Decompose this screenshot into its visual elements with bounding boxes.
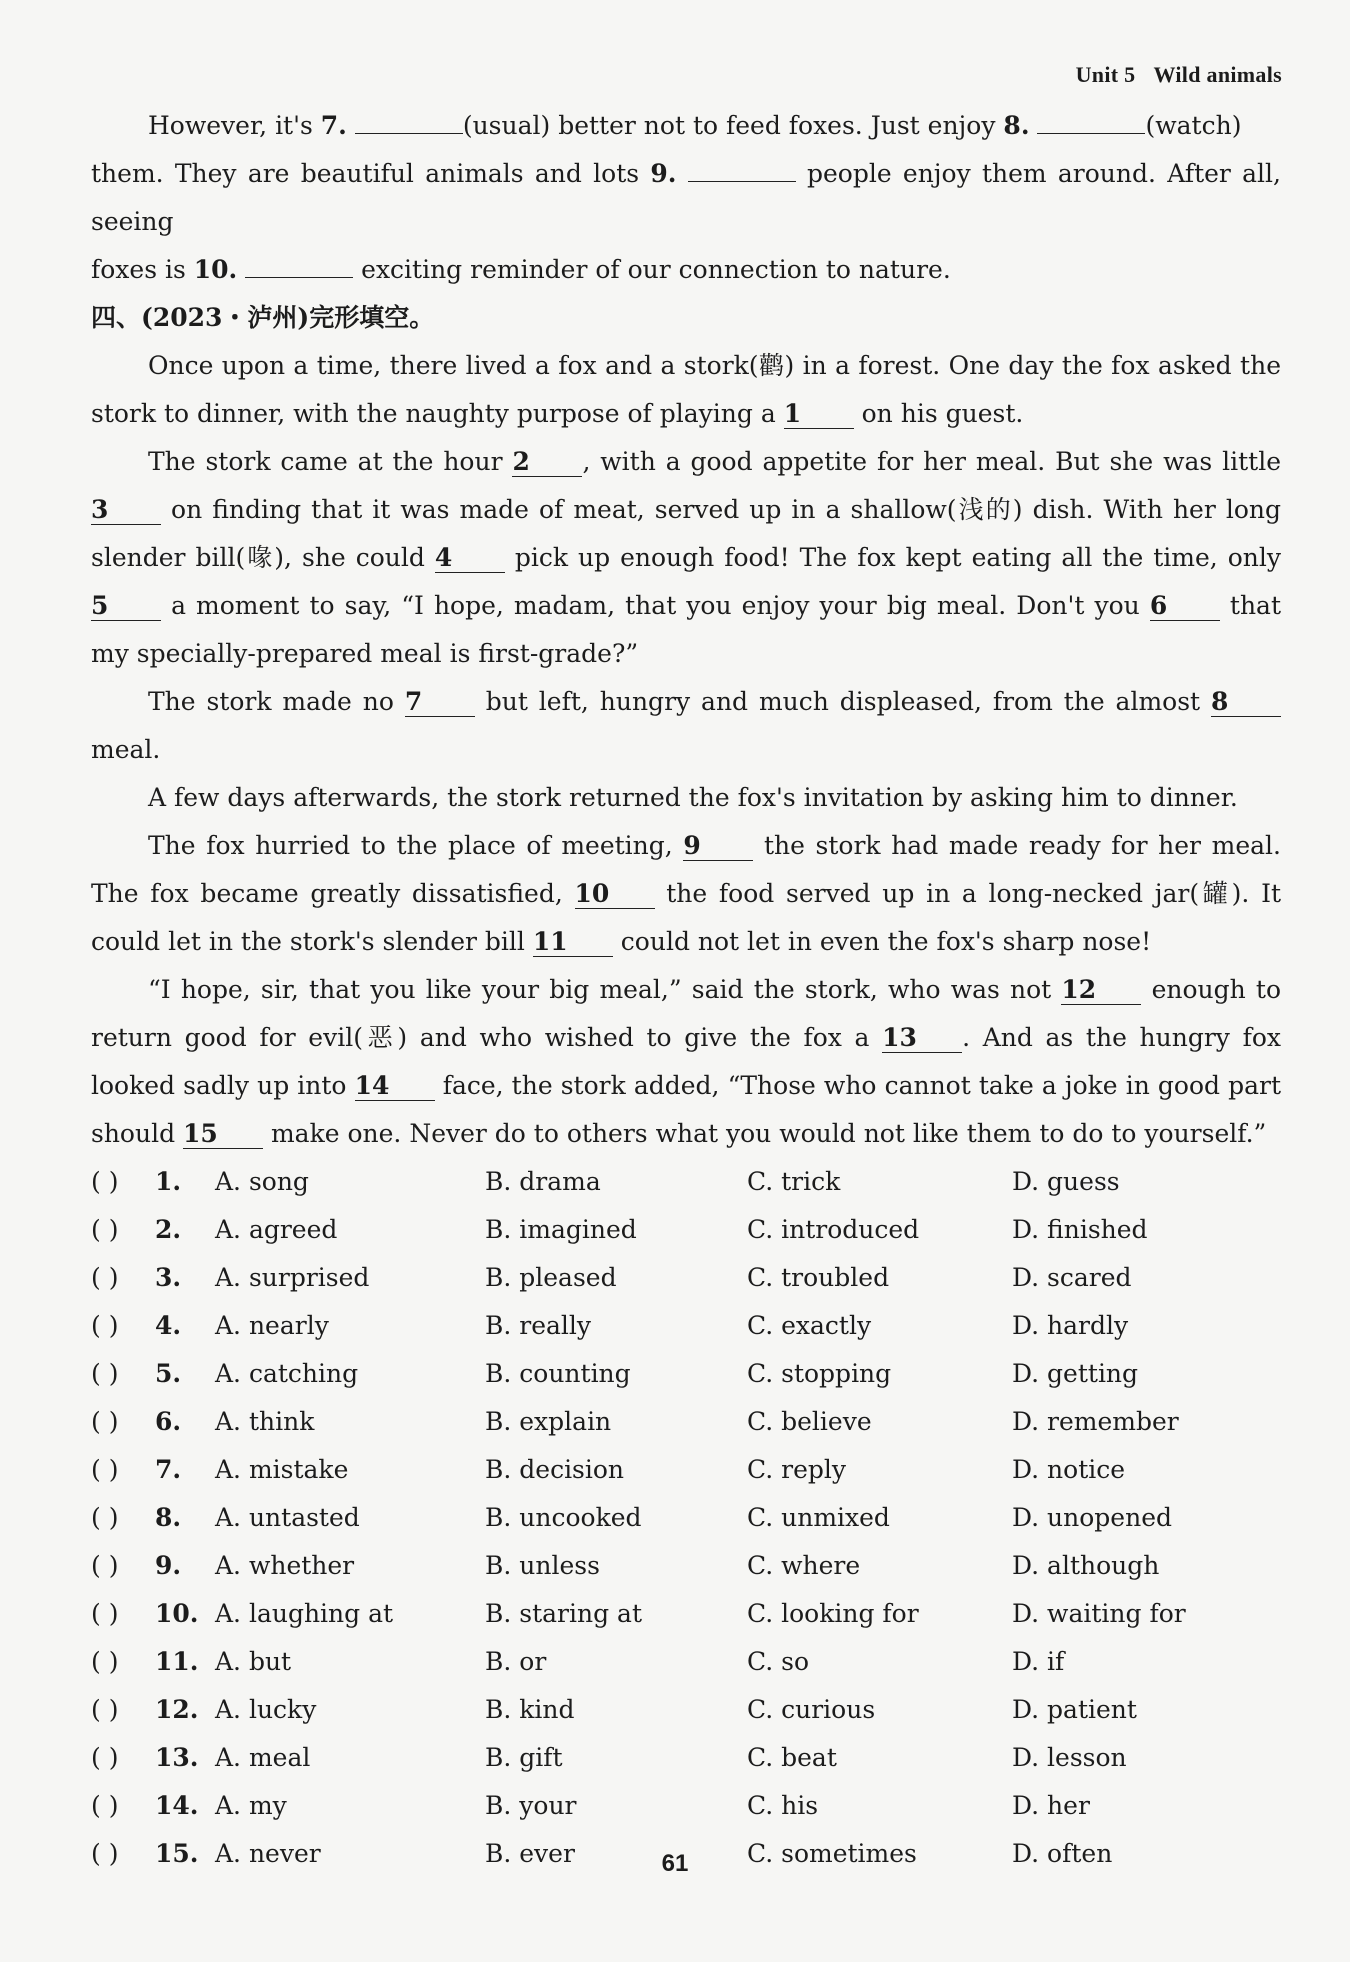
cloze-blank-13: 13 — [882, 1024, 962, 1053]
top-passage-line-3: foxes is 10. exciting reminder of our connection to nature. — [91, 246, 1281, 294]
answer-paren[interactable]: ( ) — [91, 1311, 119, 1340]
option-d[interactable]: D. often — [1012, 1839, 1113, 1868]
cloze-blank-10: 10 — [575, 880, 655, 909]
cloze-paragraph-6: “I hope, sir, that you like your big meal,” said the stork, who was not 12 enough to return good for evil(恶) and who wished to give the fox a 13 . And as the hungry fox looked sadly up into 14 face, the stork added, “Those who cannot take a joke in good part should 15 make one. Never do to others what you would not like them to do to yourself.” — [91, 975, 1281, 1148]
option-b[interactable]: B. pleased — [485, 1263, 617, 1292]
question-row: ( ) 1. A. song B. drama C. trick D. guess — [91, 1158, 1281, 1206]
option-a[interactable]: A. think — [215, 1407, 315, 1436]
option-d[interactable]: D. guess — [1012, 1167, 1120, 1196]
cloze-blank-14: 14 — [355, 1072, 435, 1101]
answer-blank-10[interactable] — [245, 249, 353, 278]
page-header — [1076, 62, 1282, 88]
option-b[interactable]: B. unless — [485, 1551, 600, 1580]
option-c[interactable]: C. beat — [747, 1743, 837, 1772]
answer-blank-8[interactable] — [1037, 105, 1145, 134]
option-b[interactable]: B. kind — [485, 1695, 575, 1724]
answer-paren[interactable]: ( ) — [91, 1359, 119, 1388]
option-c[interactable]: C. his — [747, 1791, 819, 1820]
option-a[interactable]: A. agreed — [215, 1215, 338, 1244]
option-c[interactable]: C. unmixed — [747, 1503, 890, 1532]
option-b[interactable]: B. decision — [485, 1455, 625, 1484]
option-a[interactable]: A. song — [215, 1167, 309, 1196]
cloze-paragraph-4: A few days afterwards, the stork returned the fox's invitation by asking him to dinner. — [148, 783, 1238, 812]
question-row: ( ) 11. A. but B. or C. so D. if — [91, 1638, 1281, 1686]
question-row: ( ) 6. A. think B. explain C. believe D. remember — [91, 1398, 1281, 1446]
question-row: ( ) 7. A. mistake B. decision C. reply D. notice — [91, 1446, 1281, 1494]
option-d[interactable]: D. hardly — [1012, 1311, 1129, 1340]
option-c[interactable]: C. where — [747, 1551, 861, 1580]
question-row: ( ) 14. A. my B. your C. his D. her — [91, 1782, 1281, 1830]
cloze-paragraph-1: Once upon a time, there lived a fox and a stork(鹳) in a forest. One day the fox asked the stork to dinner, with the naughty purpose of playing a 1 on his guest. — [91, 351, 1281, 428]
option-c[interactable]: C. believe — [747, 1407, 872, 1436]
question-row: ( ) 10. A. laughing at B. staring at C. looking for D. waiting for — [91, 1590, 1281, 1638]
option-a[interactable]: A. laughing at — [215, 1599, 394, 1628]
answer-blank-9[interactable] — [688, 153, 796, 182]
option-b[interactable]: B. drama — [485, 1167, 601, 1196]
answer-paren[interactable]: ( ) — [91, 1743, 119, 1772]
cloze-paragraph-5: The fox hurried to the place of meeting, 9 the stork had made ready for her meal. The fox became greatly dissatisfied, 10 the food served up in a long-necked jar(罐). It could let in the stork's slender bill 11 could not let in even the fox's sharp nose! — [91, 831, 1281, 956]
question-row: ( ) 2. A. agreed B. imagined C. introduced D. finished — [91, 1206, 1281, 1254]
option-d[interactable]: D. if — [1012, 1647, 1065, 1676]
answer-paren[interactable]: ( ) — [91, 1551, 119, 1580]
question-row: ( ) 15. A. never B. ever C. sometimes D. often — [91, 1830, 1281, 1878]
answer-paren[interactable]: ( ) — [91, 1647, 119, 1676]
question-row: ( ) 13. A. meal B. gift C. beat D. lesson — [91, 1734, 1281, 1782]
top-passage-line-2: them. They are beautiful animals and lots 9. people enjoy them around. After all, seeing — [91, 150, 1281, 246]
option-c[interactable]: C. trick — [747, 1167, 841, 1196]
option-a[interactable]: A. never — [215, 1839, 321, 1868]
option-a[interactable]: A. mistake — [215, 1455, 349, 1484]
option-b[interactable]: B. your — [485, 1791, 577, 1820]
cloze-blank-15: 15 — [183, 1120, 263, 1149]
option-d[interactable]: D. finished — [1012, 1215, 1148, 1244]
option-a[interactable]: A. but — [215, 1647, 292, 1676]
question-row: ( ) 4. A. nearly B. really C. exactly D. hardly — [91, 1302, 1281, 1350]
option-c[interactable]: C. reply — [747, 1455, 846, 1484]
answer-paren[interactable]: ( ) — [91, 1599, 119, 1628]
option-d[interactable]: D. notice — [1012, 1455, 1126, 1484]
cloze-paragraph-2: The stork came at the hour 2 , with a good appetite for her meal. But she was little 3 on finding that it was made of meat, served up in a shallow(浅的) dish. With her long slender bill(喙), she could 4 pick up enough food! The fox kept eating all the time, only 5 a moment to say, “I hope, madam, that you enjoy your big meal. Don't you 6 that my specially-prepared meal is first-grade?” — [91, 447, 1282, 668]
cloze-blank-7: 7 — [405, 688, 475, 717]
answer-paren[interactable]: ( ) — [91, 1167, 119, 1196]
option-a[interactable]: A. my — [215, 1791, 287, 1820]
option-d[interactable]: D. although — [1012, 1551, 1160, 1580]
option-b[interactable]: B. staring at — [485, 1599, 642, 1628]
answer-paren[interactable]: ( ) — [91, 1503, 119, 1532]
cloze-blank-8: 8 — [1211, 688, 1281, 717]
question-row: ( ) 8. A. untasted B. uncooked C. unmixed D. unopened — [91, 1494, 1281, 1542]
answer-blank-7[interactable] — [355, 105, 463, 134]
option-d[interactable]: D. scared — [1012, 1263, 1132, 1292]
option-a[interactable]: A. lucky — [215, 1695, 317, 1724]
option-a[interactable]: A. untasted — [215, 1503, 360, 1532]
option-c[interactable]: C. so — [747, 1647, 810, 1676]
cloze-blank-3: 3 — [91, 496, 161, 525]
answer-paren[interactable]: ( ) — [91, 1839, 119, 1868]
option-c[interactable]: C. looking for — [747, 1599, 919, 1628]
section-title: 四、(2023・泸州)完形填空。 — [91, 303, 435, 332]
unit-title: Wild animals — [1153, 62, 1282, 87]
question-row: ( ) 12. A. lucky B. kind C. curious D. patient — [91, 1686, 1281, 1734]
option-c[interactable]: C. stopping — [747, 1359, 892, 1388]
option-d[interactable]: D. lesson — [1012, 1743, 1127, 1772]
top-passage-line-1: However, it's 7. (usual) better not to feed foxes. Just enjoy 8. (watch) — [91, 102, 1281, 150]
option-b[interactable]: B. gift — [485, 1743, 563, 1772]
cloze-blank-1: 1 — [784, 400, 854, 429]
answer-paren[interactable]: ( ) — [91, 1407, 119, 1436]
option-d[interactable]: D. waiting for — [1012, 1599, 1186, 1628]
option-b[interactable]: B. counting — [485, 1359, 631, 1388]
option-a[interactable]: A. meal — [215, 1743, 311, 1772]
option-b[interactable]: B. ever — [485, 1839, 575, 1868]
option-a[interactable]: A. nearly — [215, 1311, 329, 1340]
option-c[interactable]: C. introduced — [747, 1215, 920, 1244]
option-c[interactable]: C. sometimes — [747, 1839, 917, 1868]
cloze-blank-5: 5 — [91, 592, 161, 621]
question-row: ( ) 5. A. catching B. counting C. stopping D. getting — [91, 1350, 1281, 1398]
answer-paren[interactable]: ( ) — [91, 1791, 119, 1820]
option-a[interactable]: A. surprised — [215, 1263, 370, 1292]
option-a[interactable]: A. whether — [215, 1551, 355, 1580]
option-c[interactable]: C. exactly — [747, 1311, 872, 1340]
cloze-blank-12: 12 — [1061, 976, 1141, 1005]
question-row: ( ) 3. A. surprised B. pleased C. troubled D. scared — [91, 1254, 1281, 1302]
cloze-blank-2: 2 — [512, 448, 582, 477]
cloze-paragraph-3: The stork made no 7 but left, hungry and much displeased, from the almost 8 meal. — [91, 678, 1281, 774]
page-number: 61 — [661, 1850, 689, 1877]
cloze-blank-6: 6 — [1150, 592, 1220, 621]
options-list — [91, 1158, 1281, 1878]
question-row: ( ) 9. A. whether B. unless C. where D. although — [91, 1542, 1281, 1590]
option-b[interactable]: B. explain — [485, 1407, 612, 1436]
unit-label: Unit 5 — [1075, 62, 1136, 87]
option-d[interactable]: D. unopened — [1012, 1503, 1172, 1532]
option-c[interactable]: C. curious — [747, 1695, 876, 1724]
option-b[interactable]: B. uncooked — [485, 1503, 642, 1532]
option-b[interactable]: B. imagined — [485, 1215, 637, 1244]
option-b[interactable]: B. really — [485, 1311, 592, 1340]
answer-paren[interactable]: ( ) — [91, 1695, 119, 1724]
option-c[interactable]: C. troubled — [747, 1263, 890, 1292]
answer-paren[interactable]: ( ) — [91, 1263, 119, 1292]
cloze-blank-4: 4 — [435, 544, 505, 573]
page-body — [91, 102, 1281, 1878]
answer-paren[interactable]: ( ) — [91, 1455, 119, 1484]
option-d[interactable]: D. getting — [1012, 1359, 1139, 1388]
answer-paren[interactable]: ( ) — [91, 1215, 119, 1244]
cloze-blank-11: 11 — [533, 928, 613, 957]
option-d[interactable]: D. her — [1012, 1791, 1090, 1820]
option-a[interactable]: A. catching — [215, 1359, 359, 1388]
option-d[interactable]: D. patient — [1012, 1695, 1137, 1724]
option-d[interactable]: D. remember — [1012, 1407, 1179, 1436]
cloze-blank-9: 9 — [683, 832, 753, 861]
option-b[interactable]: B. or — [485, 1647, 547, 1676]
